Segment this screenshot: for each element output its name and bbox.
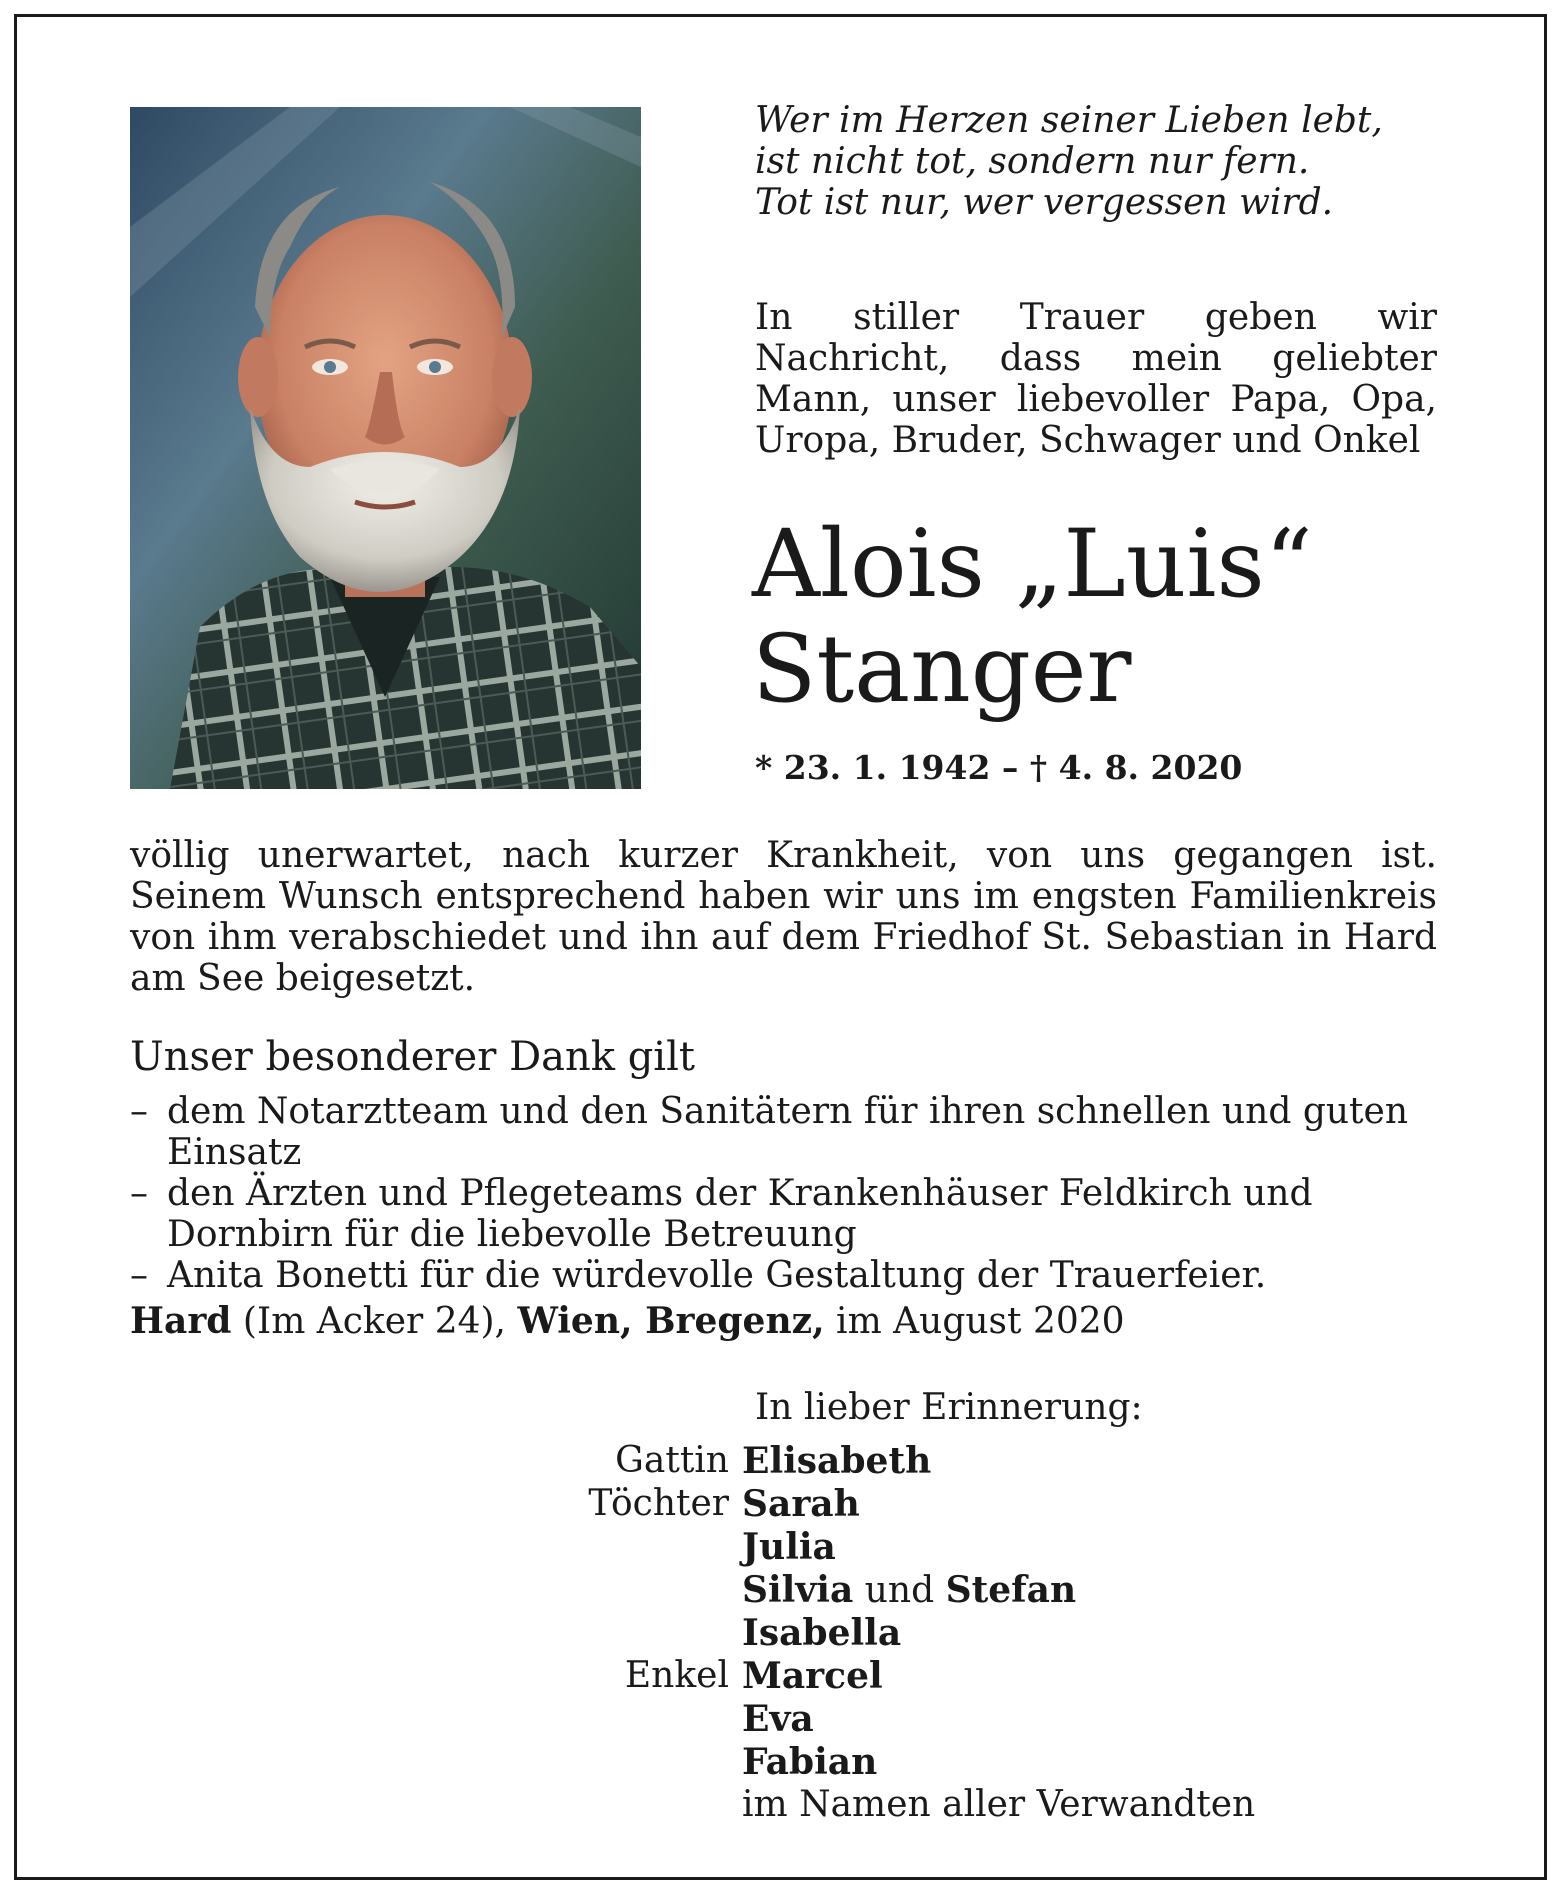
place-city: Hard: [130, 1300, 232, 1342]
quote-line: ist nicht tot, sondern nur fern.: [755, 141, 1310, 182]
role-label: Töchter: [588, 1483, 729, 1524]
family-name: Elisabeth: [742, 1440, 932, 1482]
family-name: Stefan: [945, 1569, 1077, 1611]
family-row: [540, 1784, 1440, 1826]
dash-marker: –: [130, 1173, 148, 1214]
main-paragraph: völlig unerwartet, nach kurzer Krankheit, von uns gegangen ist. Seinem Wunsch entsprechend haben wir uns im engsten Familienkreis von ihm verabschiedet und ihn auf dem Friedhof St. Sebastian in Hard am See beigesetzt.: [130, 835, 1437, 999]
family-name: Isabella: [742, 1612, 902, 1654]
family-list: [540, 1440, 1440, 1826]
thanks-item-text: Anita Bonetti für die würdevolle Gestaltung der Trauerfeier.: [167, 1255, 1267, 1296]
memory-heading: In lieber Erinnerung:: [755, 1387, 1143, 1428]
family-row: [540, 1483, 1440, 1526]
family-row: [540, 1655, 1440, 1698]
memorial-quote: [755, 100, 1455, 223]
intro-paragraph: In stiller Trauer geben wir Nachricht, dass mein geliebter Mann, unser liebevoller Papa, Opa, Uropa, Bruder, Schwager und Onkel: [755, 297, 1437, 461]
place-date: im August 2020: [824, 1301, 1125, 1342]
family-name: Marcel: [742, 1655, 883, 1697]
thanks-list: [130, 1091, 1450, 1296]
place-address: (Im Acker 24),: [231, 1301, 518, 1342]
list-item: [130, 1255, 1450, 1296]
conjunction: und: [853, 1570, 946, 1611]
thanks-title: Unser besonderer Dank gilt: [130, 1034, 695, 1080]
portrait-photo: [130, 107, 641, 789]
thanks-item-text: den Ärzten und Pflegeteams der Krankenhäuser Feldkirch und Dornbirn für die liebevolle Betreuung: [167, 1173, 1313, 1255]
role-label: Gattin: [615, 1440, 729, 1481]
family-name: Julia: [742, 1526, 836, 1568]
closing-line: im Namen aller Verwandten: [742, 1784, 1256, 1825]
list-item: [130, 1173, 1450, 1255]
family-row: [540, 1526, 1440, 1569]
deceased-name: [752, 512, 1472, 722]
dash-marker: –: [130, 1091, 148, 1132]
role-label: Enkel: [624, 1655, 729, 1696]
family-row: [540, 1569, 1440, 1612]
place-and-date: [130, 1301, 1125, 1342]
family-row: [540, 1698, 1440, 1741]
dash-marker: –: [130, 1255, 148, 1296]
life-dates: * 23. 1. 1942 – † 4. 8. 2020: [755, 748, 1243, 787]
family-name: Eva: [742, 1698, 814, 1740]
family-row: [540, 1741, 1440, 1784]
quote-line: Tot ist nur, wer vergessen wird.: [755, 182, 1334, 223]
family-name: Silvia: [742, 1569, 854, 1611]
family-name: Fabian: [742, 1741, 878, 1783]
family-row: [540, 1612, 1440, 1655]
name-line-2: Stanger: [752, 615, 1132, 724]
name-line-1: Alois „Luis“: [752, 510, 1313, 619]
quote-line: Wer im Herzen seiner Lieben lebt,: [755, 100, 1383, 141]
list-item: [130, 1091, 1450, 1173]
place-cities: Wien, Bregenz,: [517, 1300, 825, 1342]
family-name: Sarah: [742, 1483, 860, 1525]
thanks-item-text: dem Notarztteam und den Sanitätern für ihren schnellen und guten Einsatz: [167, 1091, 1409, 1173]
family-row: [540, 1440, 1440, 1483]
